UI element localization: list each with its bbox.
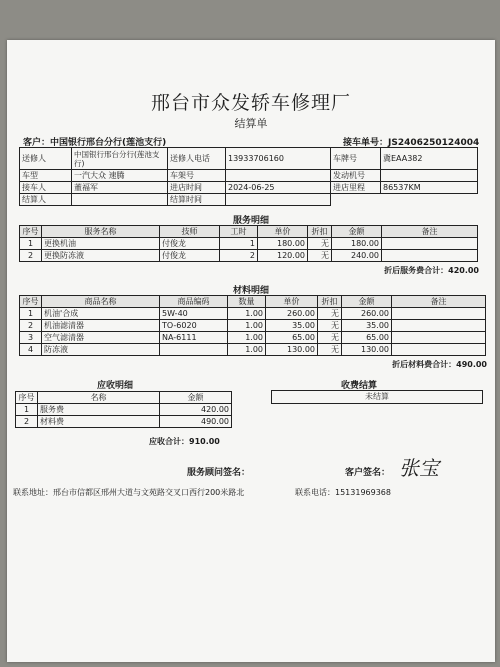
- column-header: 折扣: [308, 226, 332, 238]
- cell: 2: [220, 250, 258, 262]
- contact-phone: 联系电话：15131969368: [295, 488, 391, 497]
- column-header: 序号: [20, 226, 42, 238]
- cell: 490.00: [160, 416, 232, 428]
- column-header: 序号: [20, 296, 42, 308]
- table-row: [20, 308, 486, 320]
- cell: 420.00: [160, 404, 232, 416]
- cell: 无: [308, 250, 332, 262]
- info-label: 结算人: [20, 194, 72, 206]
- info-label: 结算时间: [168, 194, 226, 206]
- cell: 240.00: [332, 250, 382, 262]
- column-header: 单价: [258, 226, 308, 238]
- cell: 130.00: [342, 344, 392, 356]
- info-value: [72, 194, 168, 206]
- info-value: 2024-06-25: [226, 182, 331, 194]
- info-label: 车架号: [168, 170, 226, 182]
- info-value: 董福军: [72, 182, 168, 194]
- column-header: 序号: [16, 392, 38, 404]
- service-table: [19, 225, 478, 262]
- payment-status: 未结算: [271, 390, 483, 404]
- cell: 1: [20, 238, 42, 250]
- cell: [392, 320, 486, 332]
- shop-title: 邢台市众发轿车修理厂: [150, 92, 351, 114]
- table-row: [16, 404, 232, 416]
- cell: 机油滤清器: [42, 320, 160, 332]
- column-header: 金额: [332, 226, 382, 238]
- table-row: [20, 238, 478, 250]
- cell: 260.00: [266, 308, 318, 320]
- receivable-heading: 应收明细: [97, 381, 134, 391]
- service-header-row: [20, 226, 478, 238]
- customer-signature-label: 客户签名：: [345, 468, 391, 478]
- material-heading: 材料明细: [232, 286, 269, 296]
- advisor-signature-label: 服务顾问签名：: [187, 468, 251, 478]
- cell: 260.00: [342, 308, 392, 320]
- cell: 无: [308, 238, 332, 250]
- column-header: 备注: [382, 226, 478, 238]
- column-header: 工时: [220, 226, 258, 238]
- column-header: 数量: [228, 296, 266, 308]
- document-subtitle: 结算单: [234, 117, 268, 130]
- service-total: 折后服务费合计：420.00: [384, 266, 479, 275]
- cell: [392, 344, 486, 356]
- cell: 1: [20, 308, 42, 320]
- order-number: 接车单号：JS2406250124004: [343, 138, 480, 148]
- info-label: 进店时间: [168, 182, 226, 194]
- info-label: 进店里程: [331, 182, 381, 194]
- column-header: 单价: [266, 296, 318, 308]
- info-label: 接车人: [20, 182, 72, 194]
- info-value: [381, 170, 478, 182]
- invoice-sheet: [7, 40, 495, 662]
- cell: TO-6020: [160, 320, 228, 332]
- cell: 付俊龙: [160, 250, 220, 262]
- cell: 服务费: [38, 404, 160, 416]
- column-header: 金额: [160, 392, 232, 404]
- cell: 付俊龙: [160, 238, 220, 250]
- cell: 材料费: [38, 416, 160, 428]
- info-row: [20, 148, 478, 170]
- cell: 2: [20, 320, 42, 332]
- info-empty: [381, 194, 478, 206]
- info-label: 车牌号: [331, 148, 381, 170]
- cell: 更换防冻液: [42, 250, 160, 262]
- info-value: 冀EAA382: [381, 148, 478, 170]
- cell: NA-6111: [160, 332, 228, 344]
- table-row: [20, 320, 486, 332]
- info-value: 86537KM: [381, 182, 478, 194]
- column-header: 名称: [38, 392, 160, 404]
- table-row: [20, 332, 486, 344]
- service-heading: 服务明细: [232, 216, 269, 226]
- cell: 2: [16, 416, 38, 428]
- payment-heading: 收费结算: [341, 381, 378, 391]
- cell: 65.00: [342, 332, 392, 344]
- cell: 1.00: [228, 332, 266, 344]
- receivable-total: 应收合计：910.00: [149, 437, 220, 446]
- cell: [392, 308, 486, 320]
- cell: 机油'合成: [42, 308, 160, 320]
- cell: 65.00: [266, 332, 318, 344]
- cell: 1.00: [228, 344, 266, 356]
- material-total: 折后材料费合计：490.00: [392, 360, 487, 369]
- info-label: 车型: [20, 170, 72, 182]
- contact-address: 联系地址：邢台市信都区邢州大道与文苑路交叉口西行200米路北: [13, 488, 245, 497]
- cell: 35.00: [342, 320, 392, 332]
- cell: 130.00: [266, 344, 318, 356]
- column-header: 折扣: [318, 296, 342, 308]
- column-header: 商品编码: [160, 296, 228, 308]
- column-header: 金额: [342, 296, 392, 308]
- cell: 4: [20, 344, 42, 356]
- info-row: [20, 170, 478, 182]
- cell: 1: [220, 238, 258, 250]
- vehicle-info-table: [19, 147, 478, 206]
- receivable-header-row: [16, 392, 232, 404]
- cell: 2: [20, 250, 42, 262]
- column-header: 商品名称: [42, 296, 160, 308]
- column-header: 服务名称: [42, 226, 160, 238]
- table-row: [16, 416, 232, 428]
- table-row: [20, 250, 478, 262]
- cell: 1.00: [228, 320, 266, 332]
- cell: 35.00: [266, 320, 318, 332]
- cell: 无: [318, 320, 342, 332]
- cell: [382, 250, 478, 262]
- info-label: 送修人: [20, 148, 72, 170]
- material-table: [19, 295, 486, 356]
- info-label: 送修人电话: [168, 148, 226, 170]
- info-row: [20, 194, 478, 206]
- info-row: [20, 182, 478, 194]
- cell: 无: [318, 344, 342, 356]
- cell: 1: [16, 404, 38, 416]
- handwritten-signature: 张宝: [399, 456, 439, 480]
- cell: 无: [318, 332, 342, 344]
- cell: 防冻液: [42, 344, 160, 356]
- info-label: 发动机号: [331, 170, 381, 182]
- info-value: 13933706160: [226, 148, 331, 170]
- column-header: 备注: [392, 296, 486, 308]
- cell: 5W-40: [160, 308, 228, 320]
- cell: 180.00: [258, 238, 308, 250]
- cell: 180.00: [332, 238, 382, 250]
- info-empty: [331, 194, 381, 206]
- cell: 1.00: [228, 308, 266, 320]
- info-value: [226, 194, 331, 206]
- cell: 空气滤清器: [42, 332, 160, 344]
- cell: 无: [318, 308, 342, 320]
- info-value: 中国银行邢台分行(莲池支行): [72, 148, 168, 170]
- cell: [382, 238, 478, 250]
- info-value: [226, 170, 331, 182]
- cell: 120.00: [258, 250, 308, 262]
- cell: 3: [20, 332, 42, 344]
- cell: [392, 332, 486, 344]
- info-value: 一汽大众 速腾: [72, 170, 168, 182]
- material-header-row: [20, 296, 486, 308]
- customer-name: 客户：中国银行邢台分行(莲池支行): [23, 138, 167, 148]
- receivable-table: [15, 391, 232, 428]
- column-header: 技师: [160, 226, 220, 238]
- cell: 更换机油: [42, 238, 160, 250]
- cell: [160, 344, 228, 356]
- table-row: [20, 344, 486, 356]
